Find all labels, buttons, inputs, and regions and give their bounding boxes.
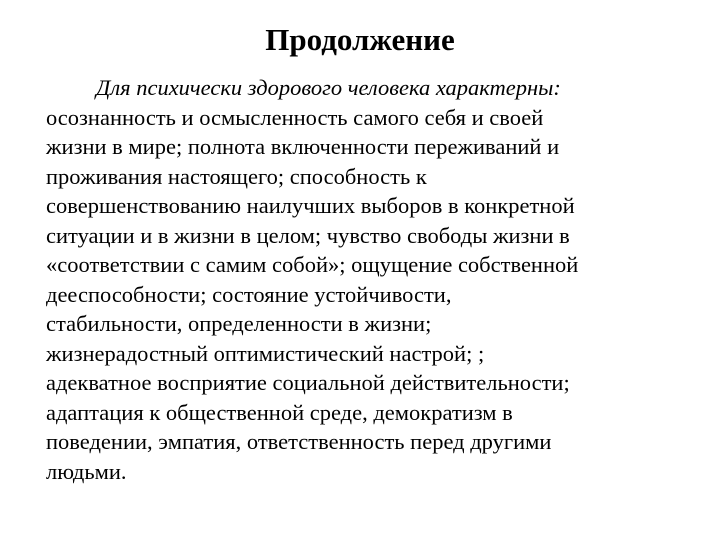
body-line: адаптация к общественной среде, демократизм в <box>46 399 513 425</box>
body-line: людьми. <box>46 458 127 484</box>
body-line: дееспособности; состояние устойчивости, <box>46 281 452 307</box>
body-line: осознанность и осмысленность самого себя и своей <box>46 104 544 130</box>
body-line: поведении, эмпатия, ответственность перед другими <box>46 429 552 454</box>
body-line: стабильности, определенности в жизни; <box>46 311 432 336</box>
body-line: жизни в мире; полнота включенности переживаний и <box>46 134 560 159</box>
slide-title: Продолжение <box>265 22 455 57</box>
slide-body <box>46 73 696 486</box>
lead-sentence: Для психически здорового человека характерны: <box>96 75 561 100</box>
body-line: ситуации и в жизни в целом; чувство свободы жизни в <box>46 222 570 248</box>
body-line: «соответствии с самим собой»; ощущение собственной <box>46 252 579 277</box>
body-line: жизнерадостный оптимистический настрой; ; <box>46 340 485 366</box>
body-line: совершенствованию наилучших выборов в конкретной <box>46 193 575 218</box>
body-line: адекватное восприятие социальной действительности; <box>46 370 570 395</box>
body-line: проживания настоящего; способность к <box>46 163 427 189</box>
